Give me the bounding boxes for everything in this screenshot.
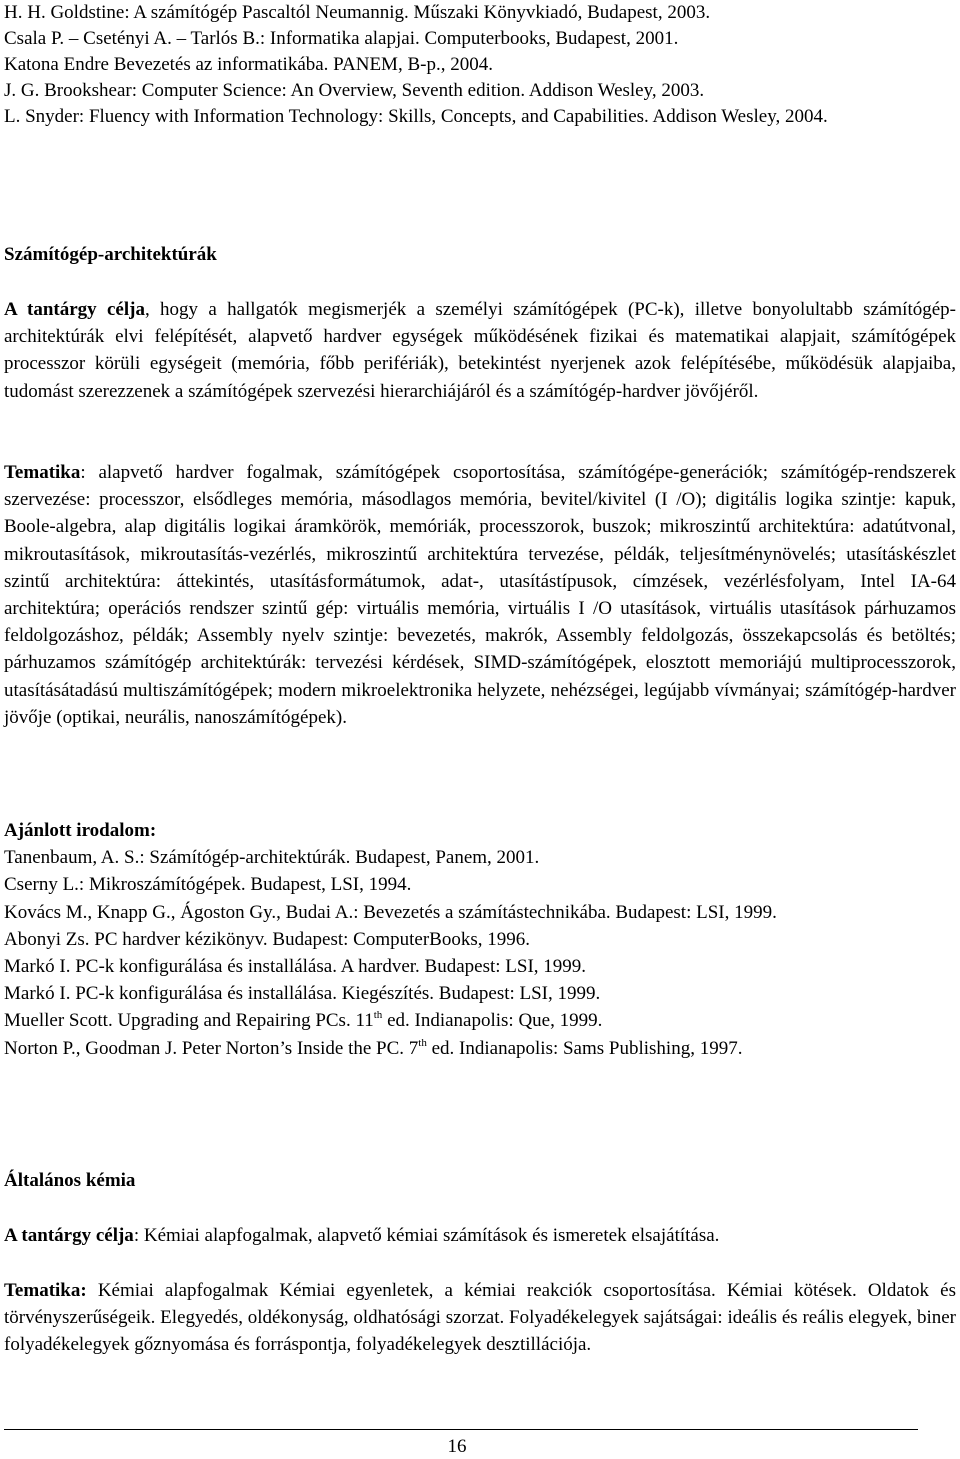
- superscript: th: [373, 1009, 383, 1022]
- literature-item: Abonyi Zs. PC hardver kézikönyv. Budapest: ComputerBooks, 1996.: [4, 928, 530, 950]
- reference-item: H. H. Goldstine: A számítógép Pascaltól Neumannig. Műszaki Könyvkiadó, Budapest, 2003.: [4, 2, 711, 23]
- literature-item-text: Norton P., Goodman J. Peter Norton’s Inside the PC. 7: [4, 1037, 419, 1059]
- reference-item: Csala P. – Csetényi A. – Tarlós B.: Informatika alapjai. Computerbooks, Budapest, 2001.: [4, 28, 679, 49]
- literature-item: [4, 1007, 956, 1034]
- literature-item: [4, 1035, 956, 1062]
- reference-item: Katona Endre Bevezetés az informatikába. PANEM, B-p., 2004.: [4, 54, 493, 75]
- page-number: 16: [447, 1436, 467, 1457]
- reference-list-top: [4, 0, 956, 130]
- course-goal-paragraph: [4, 296, 956, 405]
- course-topics-text: : alapvető hardver fogalmak, számítógépek csoportosítása, számítógépe-generációk; számítógép-rendszerek szervezése: processzor, elsődleges memória, másodlagos memória, bevitel/kivitel (I /O); digitális logika szintje: kapuk, Boole-algebra, alap digitális logikai áramkörök, memóriák, processzorok, buszok; mikroszintű architektúra: adatútvonal, mikroutasítások, mikroutasítás-vezérlés, mikroszintű architektúra tervezése, példák, teljesítménynövelés; utasításkészlet szintű architektúra: áttekintés, utasításformátumok, adat-, utasítástípusok, címzések, vezérlésfolyam, Intel IA-64 architektúra; operációs rendszer szintű gép: virtuális memória, virtuális I /O utasítások, virtuális utasítások párhuzamos feldolgozáshoz, példák; Assembly nyelv szintje: bevezetés, makrók, Assembly feldolgozás, összekapcsolás és betöltés; párhuzamos számítógép architektúrák: tervezési kérdések, SIMD-számítógépek, elosztott memoriájú multiprocesszorok, utasításátadású multiszámítógépek; modern mikroelektronika helyzete, nehézségei, legújabb vívmányai; számítógép-hardver jövője (optikai, neurális, nanoszámítógépek).: [4, 462, 956, 728]
- course-goal-text: , hogy a hallgatók megismerjék a személyi számítógépek (PC-k), illetve bonyolultabb számítógép-architektúrák elvi felépítését, alapvető hardver egységek működésének fizikai és matematikai alapjait, számítógépek processzor körüli egységeit (memória, főbb perifériák), betekintést nyerjenek azok felépítésébe, működésük alapjaiba, tudomást szerezzenek a számítógépek szervezési hierarchiájáról és a számítógép-hardver jövőjéről.: [4, 299, 956, 402]
- literature-item: Markó I. PC-k konfigurálása és installálása. Kiegészítés. Budapest: LSI, 1999.: [4, 983, 601, 1005]
- course-topics-label: Tematika:: [4, 1280, 87, 1301]
- document-page: [4, 0, 956, 1356]
- superscript: th: [418, 1036, 427, 1049]
- literature-item-text: Mueller Scott. Upgrading and Repairing PCs. 11: [4, 1010, 374, 1032]
- literature-item: Markó I. PC-k konfigurálása és installálása. A hardver. Budapest: LSI, 1999.: [4, 956, 587, 978]
- reference-item: J. G. Brookshear: Computer Science: An Overview, Seventh edition. Addison Wesley, 2003.: [4, 80, 705, 101]
- literature-item-text: ed. Indianapolis: Sams Publishing, 1997.: [426, 1037, 743, 1059]
- course-goal-label: A tantárgy célja: [4, 1225, 134, 1246]
- literature-item: Kovács M., Knapp G., Ágoston Gy., Budai A.: Bevezetés a számítástechnikába. Budapest: LSI, 1999.: [4, 901, 777, 923]
- course-goal-paragraph: [4, 1222, 956, 1249]
- course-topics-text: Kémiai alapfogalmak Kémiai egyenletek, a kémiai reakciók csoportosítása. Kémiai kötések. Oldatok és törvényszerűségeik. Elegyedés, oldékonyság, oldhatósági szorzat. Folyadékelegyek sajátságai: ideális és reális elegyek, biner folyadékelegyek gőznyomása és forráspontja, folyadékelegyek desztillációja.: [4, 1280, 956, 1356]
- course-topics-label: Tematika: [4, 462, 81, 483]
- literature-title: Ajánlott irodalom:: [4, 820, 157, 841]
- course-topics-paragraph: [4, 459, 956, 731]
- section-title: Általános kémia: [4, 1170, 136, 1191]
- course-goal-label: A tantárgy célja: [4, 299, 145, 320]
- section-title: Számítógép-architektúrák: [4, 244, 217, 265]
- reference-item: L. Snyder: Fluency with Information Technology: Skills, Concepts, and Capabilities. Addison Wesley, 2004.: [4, 106, 828, 127]
- literature-item-text: ed. Indianapolis: Que, 1999.: [382, 1010, 603, 1032]
- course-goal-text: : Kémiai alapfogalmak, alapvető kémiai számítások és ismeretek elsajátítása.: [133, 1225, 720, 1246]
- literature-item: Cserny L.: Mikroszámítógépek. Budapest, LSI, 1994.: [4, 874, 412, 896]
- literature-item: Tanenbaum, A. S.: Számítógép-architektúrák. Budapest, Panem, 2001.: [4, 847, 540, 869]
- course-topics-paragraph: [4, 1277, 956, 1359]
- footer-divider: [4, 1429, 918, 1430]
- recommended-literature: [4, 817, 956, 1062]
